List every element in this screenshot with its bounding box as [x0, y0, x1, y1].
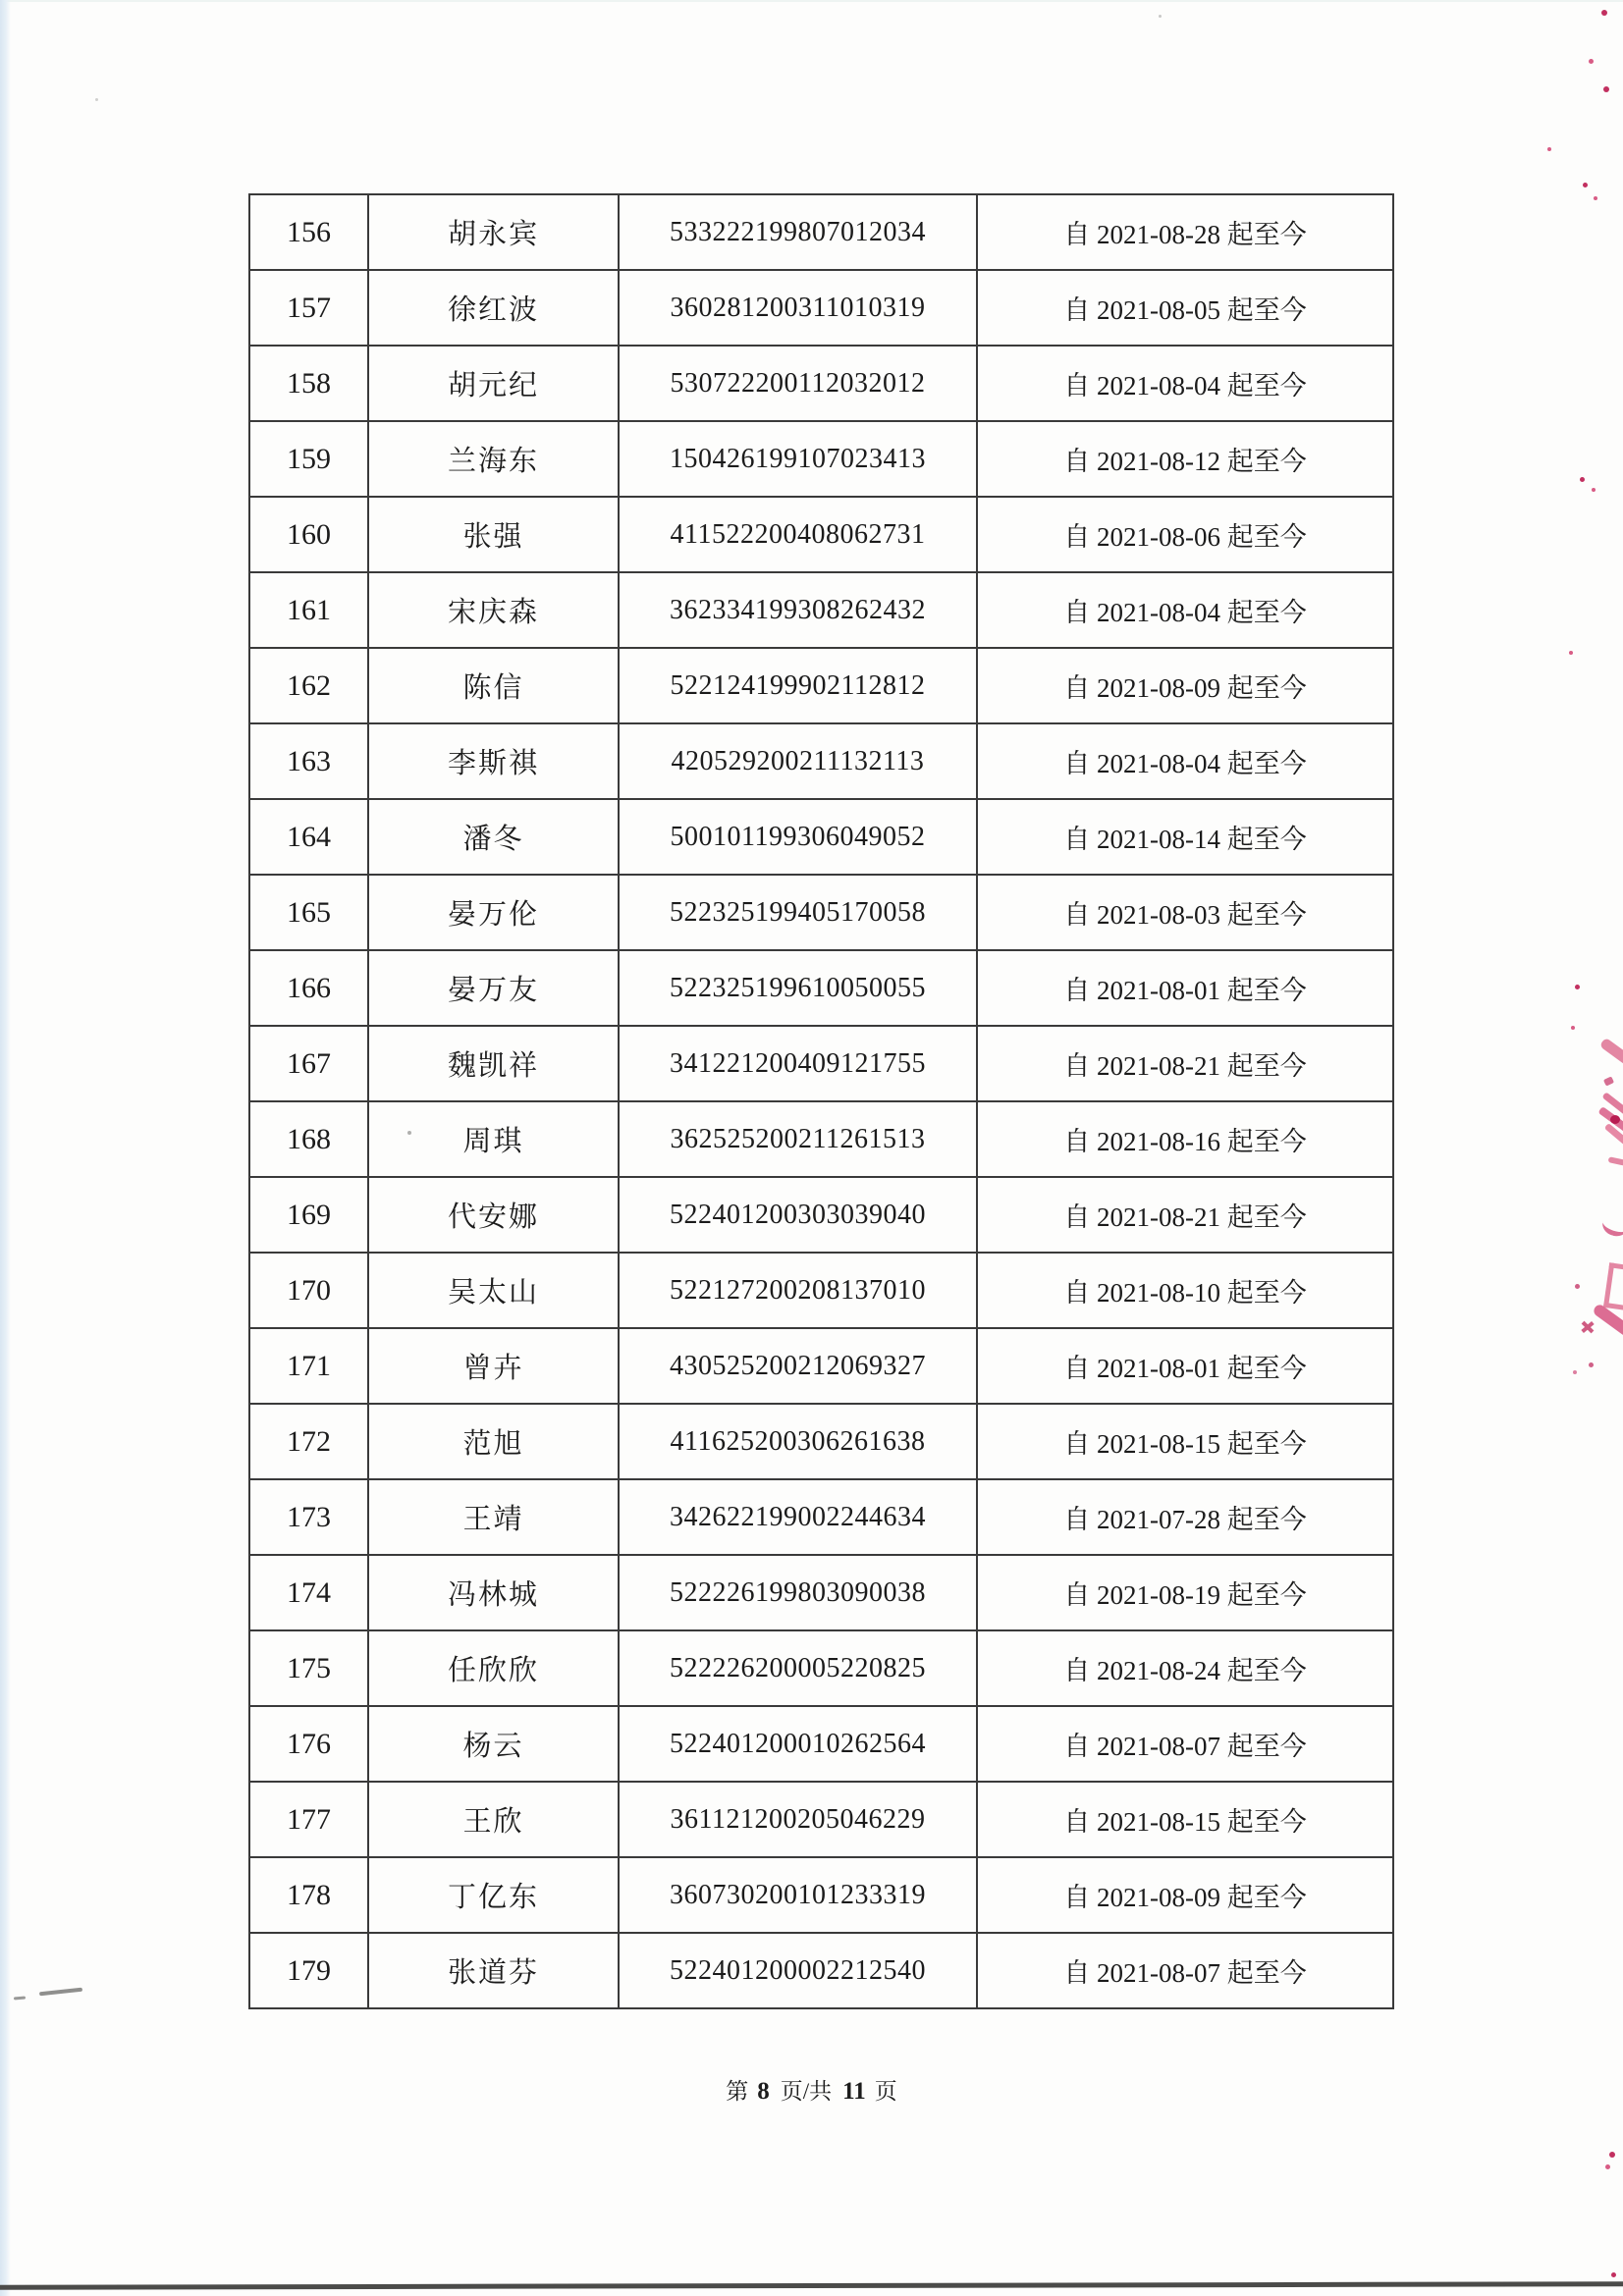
cell-period: 自 2021-08-07 起至今: [977, 1933, 1393, 2008]
cell-period: 自 2021-08-01 起至今: [977, 950, 1393, 1026]
cell-id_number: 533222199807012034: [619, 194, 977, 270]
ink-speck: [1571, 1026, 1575, 1030]
scan-edge-left: [0, 0, 11, 2296]
cell-no: 163: [249, 723, 368, 799]
table-row: [249, 270, 1393, 346]
ink-speck: [1594, 196, 1597, 200]
table-row: [249, 1782, 1393, 1857]
cell-no: 171: [249, 1328, 368, 1404]
stamp-speck: [1575, 1284, 1580, 1289]
table-row: [249, 346, 1393, 421]
cell-period: 自 2021-08-03 起至今: [977, 875, 1393, 950]
cell-id_number: 360281200311010319: [619, 270, 977, 346]
cell-name: 李斯祺: [368, 723, 619, 799]
cell-id_number: 522325199610050055: [619, 950, 977, 1026]
cell-no: 168: [249, 1101, 368, 1177]
table-row: [249, 1933, 1393, 2008]
cell-name: 宋庆森: [368, 572, 619, 648]
cell-period: 自 2021-08-16 起至今: [977, 1101, 1393, 1177]
cell-id_number: 522401200002212540: [619, 1933, 977, 2008]
footer-separator: 页/共: [780, 2079, 833, 2104]
cell-name: 徐红波: [368, 270, 619, 346]
cell-no: 159: [249, 421, 368, 497]
ink-speck: [1609, 2152, 1615, 2158]
cell-id_number: 150426199107023413: [619, 421, 977, 497]
cell-period: 自 2021-08-15 起至今: [977, 1782, 1393, 1857]
cell-id_number: 341221200409121755: [619, 1026, 977, 1101]
cell-name: 冯林城: [368, 1555, 619, 1630]
cell-no: 178: [249, 1857, 368, 1933]
cell-name: 吴太山: [368, 1253, 619, 1328]
ink-speck: [1583, 183, 1588, 187]
cell-period: 自 2021-08-04 起至今: [977, 346, 1393, 421]
cell-id_number: 522226199803090038: [619, 1555, 977, 1630]
cell-name: 潘冬: [368, 799, 619, 875]
cell-no: 169: [249, 1177, 368, 1253]
cell-name: 丁亿东: [368, 1857, 619, 1933]
ink-speck: [1589, 59, 1594, 64]
stamp-speck: [1589, 1362, 1594, 1367]
ink-speck: [1592, 488, 1596, 492]
dust-speck: [95, 98, 98, 101]
table-row: [249, 497, 1393, 572]
cell-id_number: 522226200005220825: [619, 1630, 977, 1706]
ink-speck: [1603, 86, 1609, 92]
cell-period: 自 2021-08-28 起至今: [977, 194, 1393, 270]
stamp-stroke: [1608, 1156, 1623, 1166]
cell-no: 172: [249, 1404, 368, 1479]
ink-speck: [1601, 10, 1607, 16]
cell-name: 王欣: [368, 1782, 619, 1857]
cell-name: 晏万伦: [368, 875, 619, 950]
cell-id_number: 430525200212069327: [619, 1328, 977, 1404]
cell-period: 自 2021-08-05 起至今: [977, 270, 1393, 346]
footer-total-pages: 11: [842, 2078, 866, 2105]
cell-id_number: 411625200306261638: [619, 1404, 977, 1479]
cell-period: 自 2021-08-14 起至今: [977, 799, 1393, 875]
stamp-stroke: [1603, 1076, 1614, 1086]
cell-period: 自 2021-08-21 起至今: [977, 1026, 1393, 1101]
ink-speck: [1569, 651, 1573, 655]
cell-no: 157: [249, 270, 368, 346]
stamp-stroke: [1603, 1262, 1623, 1311]
cell-no: 170: [249, 1253, 368, 1328]
cell-id_number: 362334199308262432: [619, 572, 977, 648]
cell-period: 自 2021-08-10 起至今: [977, 1253, 1393, 1328]
scan-edge-top: [0, 0, 1623, 2]
cell-id_number: 362525200211261513: [619, 1101, 977, 1177]
table-row: [249, 1630, 1393, 1706]
ink-speck: [1547, 147, 1551, 151]
cell-name: 胡永宾: [368, 194, 619, 270]
table-row: [249, 1706, 1393, 1782]
roster-table-body: [249, 194, 1393, 2008]
stamp-stroke: [1599, 1038, 1623, 1071]
cell-name: 陈信: [368, 648, 619, 723]
cell-id_number: 411522200408062731: [619, 497, 977, 572]
ink-speck: [1575, 985, 1580, 989]
cell-name: 周琪: [368, 1101, 619, 1177]
cell-id_number: 522325199405170058: [619, 875, 977, 950]
cell-name: 胡元纪: [368, 346, 619, 421]
table-row: [249, 572, 1393, 648]
cell-no: 173: [249, 1479, 368, 1555]
cell-period: 自 2021-07-28 起至今: [977, 1479, 1393, 1555]
cell-name: 魏凯祥: [368, 1026, 619, 1101]
cell-no: 156: [249, 194, 368, 270]
table-row: [249, 194, 1393, 270]
ink-speck: [1580, 477, 1585, 482]
cell-period: 自 2021-08-19 起至今: [977, 1555, 1393, 1630]
cell-period: 自 2021-08-21 起至今: [977, 1177, 1393, 1253]
cell-no: 174: [249, 1555, 368, 1630]
cell-period: 自 2021-08-04 起至今: [977, 572, 1393, 648]
cell-id_number: 342622199002244634: [619, 1479, 977, 1555]
cell-name: 张道芬: [368, 1933, 619, 2008]
red-stamp-fragment: [1567, 1031, 1623, 1418]
cell-id_number: 500101199306049052: [619, 799, 977, 875]
cell-id_number: 530722200112032012: [619, 346, 977, 421]
cell-id_number: 361121200205046229: [619, 1782, 977, 1857]
cell-id_number: 522124199902112812: [619, 648, 977, 723]
table-row: [249, 1026, 1393, 1101]
table-row: [249, 1328, 1393, 1404]
cell-id_number: 420529200211132113: [619, 723, 977, 799]
table-row: [249, 1177, 1393, 1253]
table-row: [249, 421, 1393, 497]
table-row: [249, 723, 1393, 799]
roster-table: [248, 193, 1394, 2009]
dust-speck: [1159, 15, 1162, 18]
cell-no: 167: [249, 1026, 368, 1101]
cell-no: 166: [249, 950, 368, 1026]
cell-period: 自 2021-08-01 起至今: [977, 1328, 1393, 1404]
cell-name: 任欣欣: [368, 1630, 619, 1706]
table-row: [249, 1253, 1393, 1328]
footer-page-number: 8: [757, 2078, 770, 2105]
cell-period: 自 2021-08-07 起至今: [977, 1706, 1393, 1782]
footer-prefix: 第: [726, 2079, 749, 2104]
cell-name: 王靖: [368, 1479, 619, 1555]
cell-no: 160: [249, 497, 368, 572]
cell-name: 曾卉: [368, 1328, 619, 1404]
cell-no: 162: [249, 648, 368, 723]
pencil-mark: [14, 1996, 26, 2000]
cell-id_number: 522401200303039040: [619, 1177, 977, 1253]
cell-name: 兰海东: [368, 421, 619, 497]
cell-no: 165: [249, 875, 368, 950]
cell-no: 177: [249, 1782, 368, 1857]
table-row: [249, 950, 1393, 1026]
cell-id_number: 522127200208137010: [619, 1253, 977, 1328]
cell-period: 自 2021-08-09 起至今: [977, 1857, 1393, 1933]
ink-speck: [1605, 2164, 1610, 2169]
cell-period: 自 2021-08-24 起至今: [977, 1630, 1393, 1706]
cell-no: 176: [249, 1706, 368, 1782]
table-row: [249, 1857, 1393, 1933]
cell-period: 自 2021-08-04 起至今: [977, 723, 1393, 799]
dust-speck: [407, 1131, 411, 1135]
cell-name: 范旭: [368, 1404, 619, 1479]
ink-speck: [1611, 2272, 1616, 2277]
cell-name: 晏万友: [368, 950, 619, 1026]
table-row: [249, 1555, 1393, 1630]
cell-period: 自 2021-08-09 起至今: [977, 648, 1393, 723]
cell-id_number: 360730200101233319: [619, 1857, 977, 1933]
cell-period: 自 2021-08-06 起至今: [977, 497, 1393, 572]
table-row: [249, 648, 1393, 723]
cell-name: 杨云: [368, 1706, 619, 1782]
stamp-stroke: [1610, 1115, 1620, 1124]
table-row: [249, 1404, 1393, 1479]
cell-no: 175: [249, 1630, 368, 1706]
cell-no: 164: [249, 799, 368, 875]
cell-period: 自 2021-08-12 起至今: [977, 421, 1393, 497]
cell-no: 161: [249, 572, 368, 648]
cell-period: 自 2021-08-15 起至今: [977, 1404, 1393, 1479]
page-footer: [0, 2073, 1623, 2106]
table-row: [249, 799, 1393, 875]
table-row: [249, 875, 1393, 950]
cell-name: 代安娜: [368, 1177, 619, 1253]
footer-suffix: 页: [874, 2079, 897, 2104]
stamp-stroke: [1599, 1211, 1623, 1239]
stamp-speck: [1573, 1370, 1577, 1374]
cell-id_number: 522401200010262564: [619, 1706, 977, 1782]
table-row: [249, 1101, 1393, 1177]
table-row: [249, 1479, 1393, 1555]
scan-edge-bottom: [0, 2281, 1623, 2290]
cell-no: 158: [249, 346, 368, 421]
cell-name: 张强: [368, 497, 619, 572]
pencil-mark: [39, 1988, 82, 1997]
cell-no: 179: [249, 1933, 368, 2008]
